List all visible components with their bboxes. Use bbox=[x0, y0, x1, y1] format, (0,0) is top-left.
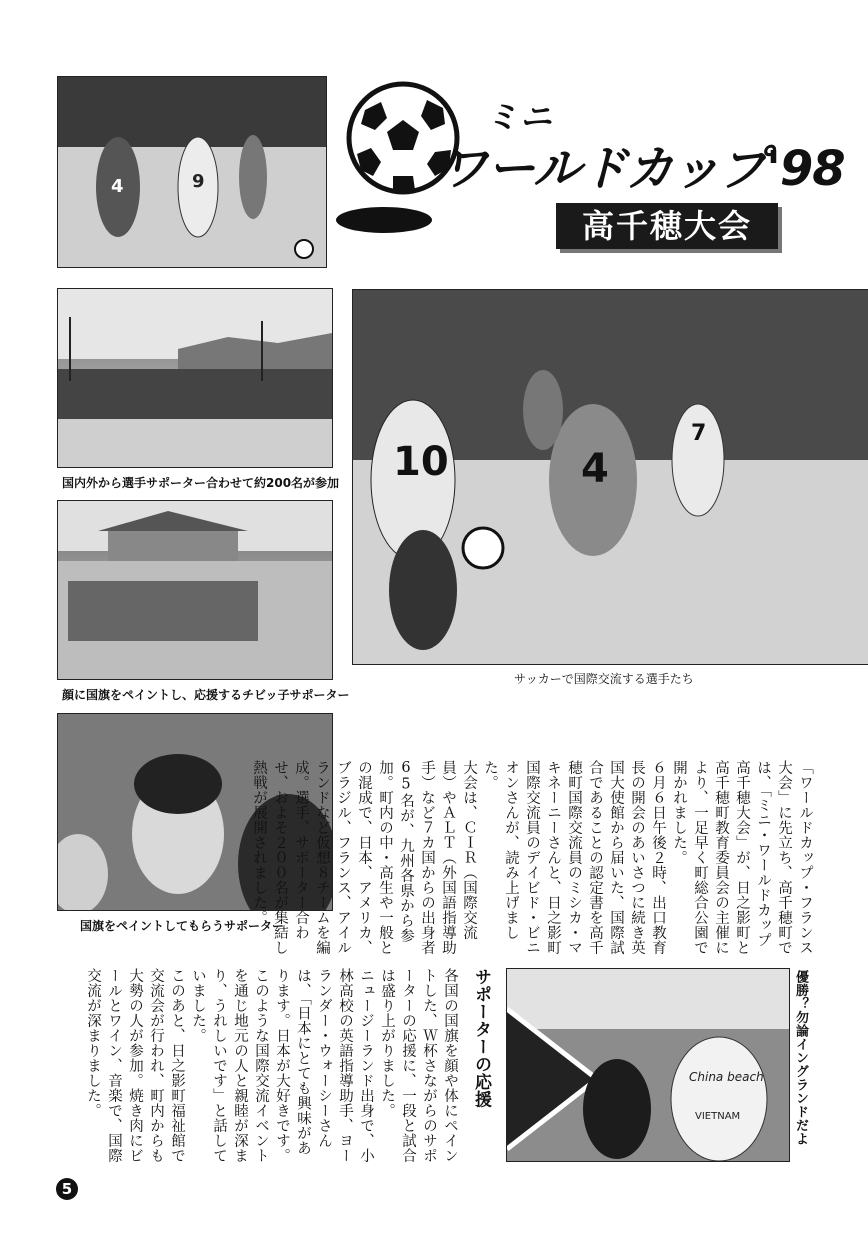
jersey-number: 9 bbox=[192, 171, 205, 192]
section-heading: サポーターの応援 bbox=[471, 968, 491, 1108]
jersey-number: 4 bbox=[111, 176, 124, 197]
caption-kids: 顔に国旗をペイントし、応援するチビッ子サポーター bbox=[62, 688, 350, 702]
photo-kids bbox=[57, 500, 333, 680]
caption-match: サッカーで国際交流する選手たち bbox=[514, 672, 694, 686]
photo-participants bbox=[57, 288, 333, 468]
article-paragraph: ６月６日午後２時、出口教育長の開会のあいさつに続き英国大使館から届いた、国際試合であることの認定書を高千穂町国際交流員のミシカ・マキネーニーさんと、日之影町国際交流員のデイビド・ビニオンさんが、読み上げました。 bbox=[482, 760, 666, 955]
caption-participants: 国内外から選手サポーター合わせて約200名が参加 bbox=[62, 476, 340, 490]
article-upper bbox=[251, 760, 815, 956]
shirt-text: VIETNAM bbox=[695, 1111, 741, 1122]
shirt-text: China beach bbox=[689, 1070, 764, 1084]
jersey-number: 10 bbox=[393, 439, 449, 485]
article-paragraph: 大会は、ＣＩＲ（国際交流員）やＡＬＴ（外国語指導助手）など７カ国からの出身者65名が、九州各県から参加。町内の中・高生や一般との混成で、日本、アメリカ、ブラジル、フランス、アイルランドなど仮想８チームを編成。選手、サポーター合わせ、およそ２００名が集結し熱戦が展開されました。 bbox=[251, 760, 477, 955]
article-paragraph: ニュージーランド出身で、小林高校の英語指導助手、ヨーランダー・ウォーシーさんは、「日本にとても興味があります。日本が大好きです。このような国際交流イベントを通じ地元の人と親睦が深まり、うれしいです」と話していました。 bbox=[190, 968, 374, 1163]
article-paragraph: このあと、日之影町福祉館で交流会が行われ、町内からも大勢の人が参加。焼き肉にビールとワイン、音楽で、国際交流が深まりました。 bbox=[85, 968, 185, 1163]
decorative-oval bbox=[336, 207, 432, 233]
photo-match bbox=[352, 289, 868, 665]
event-title: 高千穂大会 bbox=[556, 203, 778, 249]
jersey-number: 7 bbox=[691, 421, 707, 446]
caption-england: 優勝？勿論イングランドだよ bbox=[793, 970, 808, 1146]
photo-england bbox=[506, 968, 790, 1162]
page-number: 5 bbox=[56, 1178, 78, 1200]
title-sub: ミニ bbox=[486, 98, 555, 136]
jersey-number: 4 bbox=[581, 446, 609, 492]
article-paragraph: 「ワールドカップ・フランス大会」に先立ち、高千穂町では、「ミニ・ワールドカップ高千穂大会」が、日之影町と高千穂町教育委員会の主催により、一足早く町総合公園で開かれました。 bbox=[671, 760, 813, 955]
caption-painting: 国旗をペイントしてもらうサポーター bbox=[80, 919, 285, 933]
article-paragraph: 各国の国旗を顔や体にペイントした、Ｗ杯さながらのサポーターの応援に、一段と試合は盛り上がりました。 bbox=[379, 968, 458, 1163]
title-main: ワールドカップ'98 bbox=[440, 141, 845, 197]
article-lower bbox=[57, 968, 497, 1164]
photo-practice bbox=[57, 76, 327, 268]
